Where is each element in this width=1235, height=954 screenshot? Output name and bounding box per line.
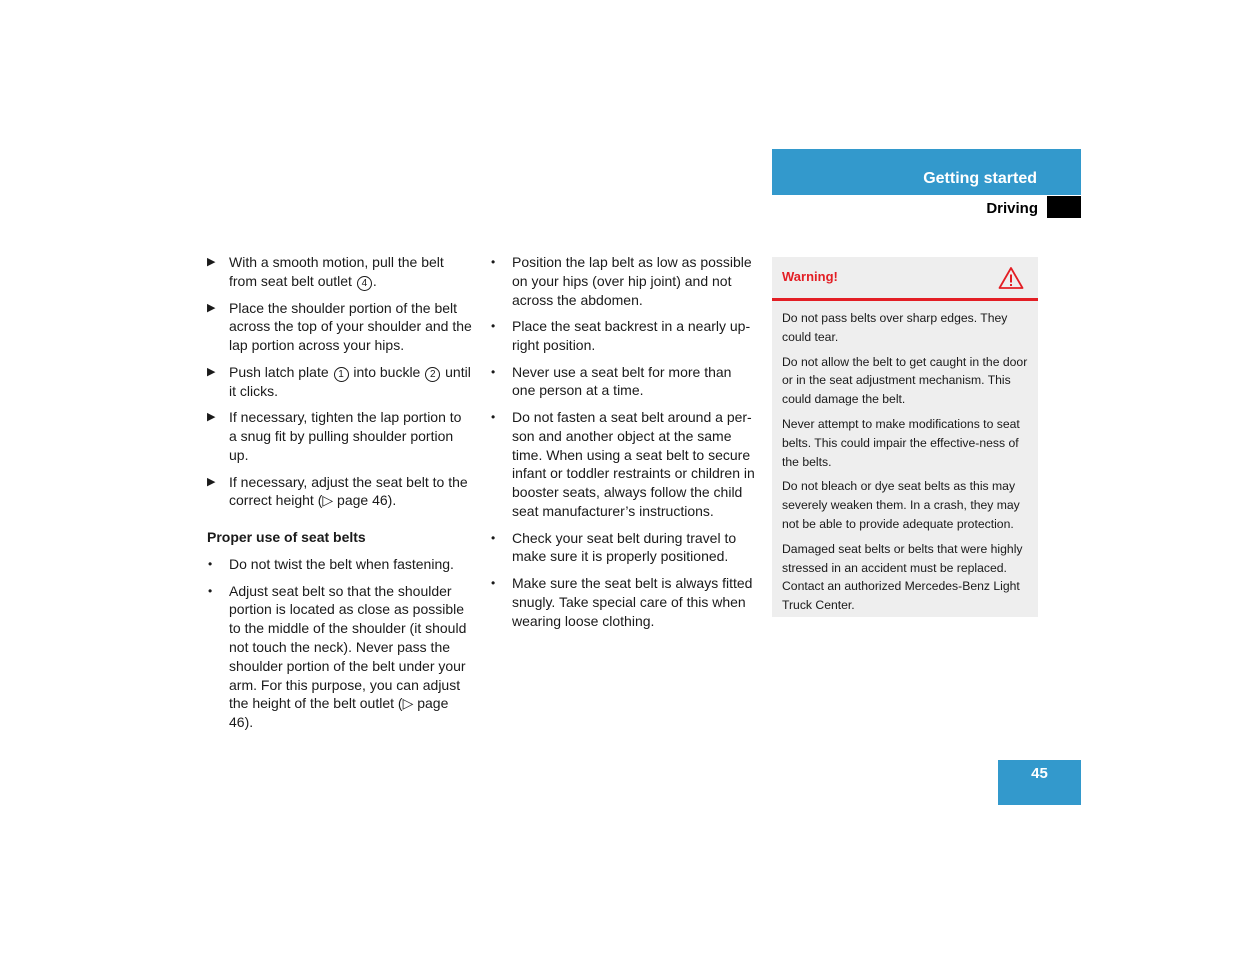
page-number: 45 <box>998 760 1081 805</box>
warning-paragraph: Do not pass belts over sharp edges. They could tear. <box>782 311 1008 344</box>
warning-paragraph: Damaged seat belts or belts that were highly stressed in an accident must be replaced. Contact an authorized Mercedes-Benz Light Truck Center. <box>782 541 1023 613</box>
bullet-text: Position the lap belt as low as possible on your hips (over hip joint) and not across the abdomen. <box>512 254 752 308</box>
bullet-text: Never use a seat belt for more than one person at a time. <box>512 363 732 399</box>
step-text: With a smooth motion, pull the belt from seat belt outlet <box>229 254 444 289</box>
step-text: page 46). <box>333 492 397 509</box>
warning-paragraph: Do not allow the belt to get caught in the door or in the seat adjustment mechanism. This could damage the belt. <box>782 354 1028 407</box>
warning-header <box>772 257 1038 301</box>
warning-body <box>772 301 1038 615</box>
step-item <box>207 363 472 401</box>
step-arrow-icon: ▶ <box>207 475 216 488</box>
step-text: until it clicks. <box>229 363 471 399</box>
step-arrow-icon: ▶ <box>207 411 216 424</box>
bullet-text: Make sure the seat belt is always fitted snugly. Take special care of this when wearing loose clothing. <box>512 574 753 629</box>
bullet-item <box>490 574 758 630</box>
bullet-icon: • <box>491 575 496 590</box>
middle-column <box>490 253 758 638</box>
bullet-icon: • <box>208 583 213 598</box>
step-arrow-icon: ▶ <box>207 256 216 268</box>
page-ref-arrow-icon: ▷ <box>322 492 334 509</box>
section-header-bar <box>772 149 1081 195</box>
bullet-icon: • <box>491 409 496 424</box>
bullet-item <box>207 582 472 732</box>
subsection-marker-block <box>1047 196 1081 218</box>
callout-number: 4 <box>357 276 372 291</box>
step-text: If necessary, tighten the lap portion to a snug fit by pulling shoulder portion up. <box>229 409 462 463</box>
warning-box <box>772 257 1038 617</box>
subsection-title: Driving <box>986 200 1038 217</box>
step-item <box>207 408 472 464</box>
bullet-icon: • <box>208 556 213 571</box>
bullet-item <box>490 363 758 401</box>
step-text: If necessary, adjust the seat belt to the correct height ( <box>229 473 468 509</box>
warning-paragraph: Do not bleach or dye seat belts as this may severely weaken them. In a crash, they may not be able to provide adequate protection. <box>782 479 1020 531</box>
bullet-item <box>490 529 758 567</box>
callout-number: 1 <box>334 367 349 382</box>
step-item <box>207 253 472 291</box>
bullet-item <box>207 555 472 574</box>
step-text: into buckle <box>349 363 425 380</box>
bullet-text: Do not twist the belt when fastening. <box>229 555 454 572</box>
left-column <box>207 253 472 740</box>
bullet-item <box>490 317 758 355</box>
bullet-icon: • <box>491 530 496 545</box>
step-arrow-icon: ▶ <box>207 301 216 314</box>
callout-number: 2 <box>425 367 440 382</box>
step-item <box>207 299 472 355</box>
warning-paragraph: Never attempt to make modifications to seat belts. This could impair the effective-ness of the belts. <box>782 416 1020 469</box>
bullet-text: Do not fasten a seat belt around a per-son and another object at the same time. When using a seat belt to secure infant or toddler restraints or children in booster seats, always follow the child seat manufacturer’s instructions. <box>512 408 755 519</box>
step-item <box>207 473 472 511</box>
step-text: Push latch plate <box>229 363 333 380</box>
bullet-item <box>490 408 758 521</box>
bullet-text: Check your seat belt during travel to make sure it is properly positioned. <box>512 529 737 565</box>
warning-triangle-icon <box>998 266 1024 290</box>
bullet-item <box>490 253 758 309</box>
bullet-text: Adjust seat belt so that the shoulder portion is located as close as possible to the middle of the shoulder (it should not touch the neck). Never pass the shoulder portion of the belt under your arm. For this purpose, you can adjust the height of the belt outlet (▷ page 46). <box>229 582 467 731</box>
bullet-icon: • <box>491 255 496 269</box>
step-arrow-icon: ▶ <box>207 365 216 378</box>
bullet-text: Place the seat backrest in a nearly up-right position. <box>512 318 751 353</box>
bullet-icon: • <box>491 364 496 379</box>
step-text: . <box>372 272 377 289</box>
warning-title: Warning! <box>782 269 838 284</box>
section-heading: Proper use of seat belts <box>207 529 366 546</box>
step-text: Place the shoulder portion of the belt across the top of your shoulder and the lap portion across your hips. <box>229 299 472 354</box>
bullet-icon: • <box>491 319 496 334</box>
section-title: Getting started <box>923 170 1037 187</box>
